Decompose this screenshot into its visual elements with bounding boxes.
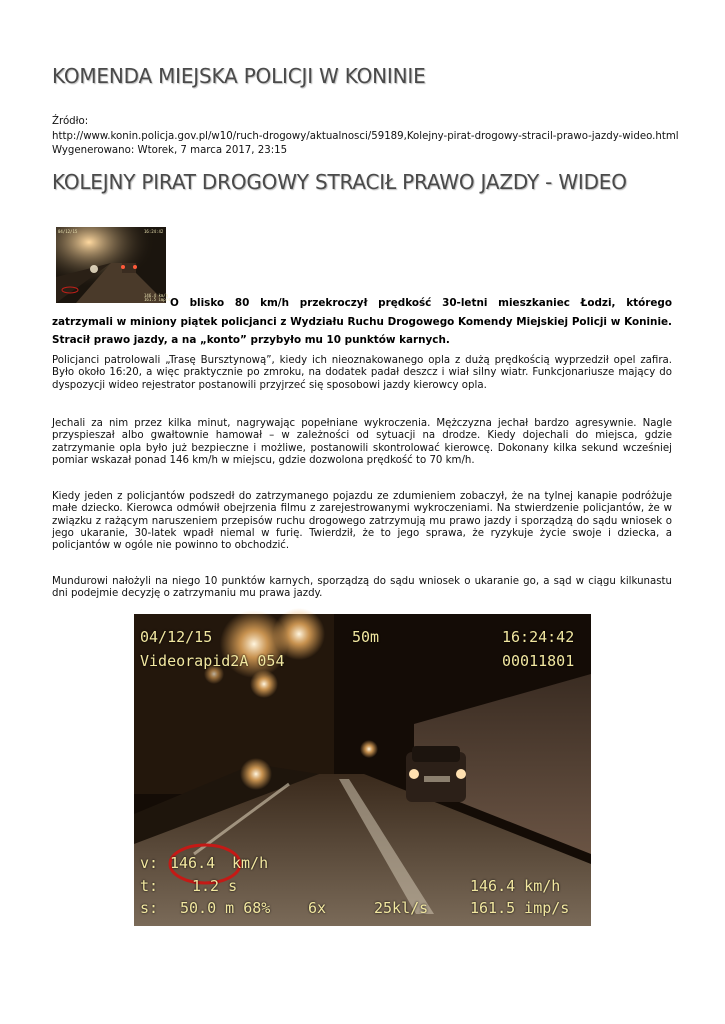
thumb-osd-time: 16:24:42 xyxy=(144,229,164,234)
osd-speed-unit: km/h xyxy=(232,854,269,872)
article-paragraph: Mundurowi nałożyli na niego 10 punktów karnych, sporządzą do sądu wniosek o ukaranie go, a sąd w ciągu kilkunastu dni podejmie decyzję o zatrzymaniu mu prawa jazdy. xyxy=(52,576,672,600)
article-paragraph: Policjanci patrolowali „Trasę Bursztynową”, kiedy ich nieoznakowanego opla z dużą prędkością wyprzedził opel zafira. Było około 16:20, a więc praktycznie po zmroku, na dodatek padał deszcz i wiał silny wiatr. Funkcjonariusze mający do dyspozycji wideo rejestrator postanowili przyjrzeć się sposobowi jazdy kierowcy opla. xyxy=(52,355,672,391)
thumb-osd-speed: 146.4 km/h xyxy=(144,293,169,298)
osd-distance: 50m xyxy=(352,628,380,646)
source-label: Źródło: xyxy=(52,116,89,127)
dashcam-photo xyxy=(134,614,591,926)
article-title: KOLEJNY PIRAT DROGOWY STRACIŁ PRAWO JAZDY - WIDEO xyxy=(52,170,627,194)
page-header-title: KOMENDA MIEJSKA POLICJI W KONINIE xyxy=(52,64,426,88)
osd-t-label: t: xyxy=(140,877,159,895)
osd-imp-readout: 161.5 imp/s xyxy=(470,899,570,917)
osd-device: Videorapid2A 054 xyxy=(140,652,285,670)
thumb-osd-date: 04/12/15 xyxy=(58,229,78,234)
generated-date: Wygenerowano: Wtorek, 7 marca 2017, 23:15 xyxy=(52,145,288,156)
source-meta xyxy=(52,115,679,159)
article-lead-text: O blisko 80 km/h przekroczył prędkość 30-letni mieszkaniec Łodzi, którego zatrzymali w miniony piątek policjanci z Wydziału Ruchu Drogowego Komendy Miejskiej Policji w Koninie. Stracił prawo jazdy, a na „konto” przybyło mu 10 punktów karnych. xyxy=(52,297,672,346)
osd-counter: 00011801 xyxy=(502,652,575,670)
article-paragraph: Kiedy jeden z policjantów podszedł do zatrzymanego pojazdu ze zdumieniem zobaczył, że na tylnej kanapie podróżuje małe dziecko. Kierowca odmówił obejrzenia filmu z zarejestrowanymi wykroczeniami. Na stwierdzenie policjantów, że w związku z rażącym naruszeniem przepisów ruchu drogowego zatrzymują mu prawo jazdy i sporządzą do sądu wniosek o jego ukaranie, 30-latek wpadł niemal w furię. Twierdził, że to jego sprawa, że ryzykuje życie swoje i dziecka, a policjantów w ogóle nie powinno to obchodzić. xyxy=(52,491,672,552)
osd-s-value: 50.0 m 68% xyxy=(180,899,271,917)
osd-speed-readout: 146.4 km/h xyxy=(470,877,561,895)
osd-speed-label: v: xyxy=(140,854,159,872)
osd-rate: 25kl/s xyxy=(374,899,429,917)
source-url-link[interactable]: http://www.konin.policja.gov.pl/w10/ruch-drogowy/aktualnosci/59189,Kolejny-pirat-drogowy-stracil-prawo-jazdy-wideo.html xyxy=(52,130,679,142)
osd-s-label: s: xyxy=(140,899,159,917)
article-thumbnail-image xyxy=(56,227,171,303)
osd-speed-value: 146.4 xyxy=(170,854,216,872)
thumb-osd-imp: 161.5 imp/s xyxy=(144,297,171,302)
article-lead xyxy=(52,294,672,350)
osd-t-value: 1.2 s xyxy=(192,877,238,895)
osd-zoom: 6x xyxy=(308,899,327,917)
article-paragraph: Jechali za nim przez kilka minut, nagrywając popełniane wykroczenia. Mężczyzna jechał bardzo agresywnie. Nagle przyspieszał albo gwałtownie hamował – w zależności od sytuacji na drodze. Kiedy dojechali do miejsca, gdzie zatrzymanie opla było już bezpieczne i możliwe, postanowili skontrolować kierowcę. Dokonany kilka sekund wcześniej pomiar wskazał ponad 146 km/h w miejscu, gdzie dozwolona prędkość to 70 km/h. xyxy=(52,418,672,466)
osd-date: 04/12/15 xyxy=(140,628,213,646)
osd-time: 16:24:42 xyxy=(502,628,575,646)
